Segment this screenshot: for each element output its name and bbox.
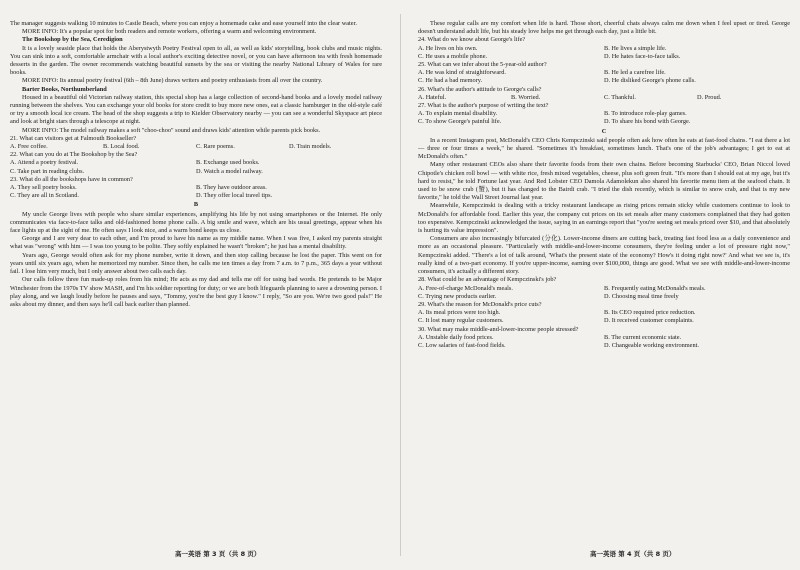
question-23-options — [10, 184, 382, 200]
more-info: MORE INFO: The model railway makes a soft "choo-choo" sound and draws kids' attention while parents pick books. — [22, 126, 321, 134]
option: D. They offer local travel tips. — [196, 192, 273, 200]
option: C. They are all in Scotland. — [10, 192, 79, 200]
paragraph: Meanwhile, Kempczinski is dealing with a tricky restaurant landscape as rising prices remain sticky while customers continue to look to McDonald's for affordable food. Earlier this year, the company cut prices on its set meals after many customers complained that they had gotten too expensive. Kempczinski acknowledged the issue, saying in an earnings report that "you're seeing set meals priced over $10, and that absolutely is hurting its value impression". — [418, 202, 790, 235]
right-column — [418, 20, 790, 350]
more-info: MORE INFO: It's a popular spot for both readers and remote workers, offering a warm and welcoming environment. — [22, 28, 317, 36]
option: B. Its CEO required price reduction. — [604, 309, 696, 317]
option: A. He lives on his own. — [418, 44, 478, 52]
question-25-options — [418, 69, 790, 85]
question-21: 21. What can visitors get at Falmouth Bookseller? — [10, 134, 137, 142]
bookshop-heading: Barter Books, Northumberland — [22, 85, 107, 93]
option: A. Unstable daily food prices. — [418, 333, 494, 341]
option: B. Worried. — [511, 93, 541, 101]
option: D. Proud. — [697, 93, 722, 101]
option: C. It lost many regular customers. — [418, 317, 504, 325]
paragraph: Consumers are also increasingly bifurcated (分化). Lower-income diners are cutting back, treating fast food less as a daily convenience and more as an occasional pleasure. "Particularly with middle-and-lower-income consumers, they're feeling under a lot of pressure right now," Kempczinski added. "There's a lot of talk around, 'What's the present state of the economy? How's it doing right now?' And what we see is, it's really kind of a two-part economy. If you're upper-income, earning over $100,000, things are good. What we see with middle-and-lower-income consumers, it's actually a different story. — [418, 235, 790, 276]
question-29-options — [418, 309, 790, 325]
question-25: 25. What can we infer about the 5-year-old author? — [418, 61, 547, 69]
option: C. Take part in reading clubs. — [10, 167, 85, 175]
page-divider — [400, 14, 401, 556]
question-24: 24. What do we know about George's life? — [418, 36, 526, 44]
paragraph: In a recent Instagram post, McDonald's CEO Chris Kempczinski said people often ask how often he eats at fast-food chains. "I eat there a lot — three or four times a week," he shared. "Sometimes it's breakfast, sometimes lunch. That's one of the job's advantages; I get to eat at McDonald's often." — [418, 136, 790, 161]
more-info: MORE INFO: Its annual poetry festival (6th – 8th June) draws writers and poetry enthusiasts from all over the country. — [22, 77, 323, 85]
paragraph: Many other restaurant CEOs also share their favorite foods from their own chains. Before becoming Starbucks' CEO, Brian Niccol loved Chipotle's chicken roll bowl — with white rice, fresh mixed vegetables, cheese, plus soft green fruit. "It's more than I should eat at my age, but it's hard to resist," he told Fortune last year. And Red Lobster CEO Damola Adamolekun also shared his favorite menu item at the seafood chain. It used to be snow crab (蟹), but it has changed to the Bairdi crab. "I tried the dish recently, which is similar to snow crab, and that is my new favorite," he told the Wall Street Journal last year. — [418, 161, 790, 202]
question-26-options — [418, 94, 790, 102]
option: A. Free-of-charge McDonald's meals. — [418, 284, 513, 292]
option: B. He led a carefree life. — [604, 69, 666, 77]
section-label: B — [193, 201, 199, 209]
question-30: 30. What may make middle-and-lower-income people stressed? — [418, 325, 579, 333]
question-26: 26. What's the author's attitude to George's calls? — [418, 85, 542, 93]
paragraph: Housed in a beautiful old Victorian railway station, this special shop has a large collection of second-hand books and a lovely model railway running between the shelves. You can exchange your old books for store credit to buy more new ones, eat a classic hamburger in the old-style café or try a smooth local ice cream. The head of the shop suggests a trip to Kielder Observatory nearby — you can see a wonderful Skyspace art piece and look at bright stars through a telescope at night. — [10, 93, 382, 126]
option: B. Frequently eating McDonald's meals. — [604, 284, 706, 292]
option: C. To show George's painful life. — [418, 118, 502, 126]
option: D. Train models. — [289, 143, 332, 151]
option: D. Choosing meal time freely — [604, 292, 679, 300]
option: A. Its meal prices were too high. — [418, 309, 501, 317]
question-28: 28. What could be an advantage of Kempczinski's job? — [418, 276, 557, 284]
question-22-options — [10, 159, 382, 175]
question-24-options — [418, 45, 790, 61]
page-footer: 高一英语 第 3 页（共 8 页） — [175, 550, 261, 558]
question-28-options — [418, 285, 790, 301]
option: A. To explain mental disability. — [418, 110, 498, 118]
option: A. They sell poetry books. — [10, 184, 77, 192]
question-27-options — [418, 110, 790, 126]
option: B. Exchange used books. — [196, 159, 260, 167]
option: C. Thankful. — [604, 93, 636, 101]
page-footer: 高一英语 第 4 页（共 8 页） — [590, 550, 676, 558]
option: A. Free coffee. — [10, 143, 48, 151]
option: D. He hates face-to-face talks. — [604, 52, 681, 60]
option: D. To share his bond with George. — [604, 118, 691, 126]
option: D. He disliked George's phone calls. — [604, 77, 696, 85]
question-22: 22. What can you do at The Bookshop by the Sea? — [10, 151, 138, 159]
question-27: 27. What is the author's purpose of writing the text? — [418, 102, 549, 110]
section-label: C — [601, 127, 607, 135]
option: A. He was kind of straightforward. — [418, 69, 506, 77]
paragraph: My uncle George lives with people who share similar experiences, amplifying his life by not using smartphones or the Internet. He only communicates via face-to-face talks and old-fashioned home phone calls. A big smile and wave, which are his usual greetings, appear when his face lights up at the sight of me. He often says I look nice, and a warm bond keeps us close. — [10, 210, 382, 235]
option: C. He had a bad memory. — [418, 77, 483, 85]
left-column — [10, 20, 382, 309]
option: C. Rare poems. — [196, 143, 235, 151]
option: B. The current economic state. — [604, 333, 682, 341]
question-23: 23. What do all the bookshops have in common? — [10, 175, 133, 183]
option: B. He lives a simple life. — [604, 44, 667, 52]
option: C. He uses a mobile phone. — [418, 52, 488, 60]
question-21-options — [10, 143, 382, 151]
paragraph: George and I are very dear to each other, and I'm proud to have his name as my middle name. When I was five, I asked my parents straight what was "wrong" with him — I was too young to be polite. They softly explained he wasn't "broken"; he just has a mental disability. — [10, 235, 382, 251]
option: B. They have outdoor areas. — [196, 184, 267, 192]
option: B. Local food. — [103, 143, 140, 151]
option: D. Changeable working environment. — [604, 341, 699, 349]
option: A. Hateful. — [418, 93, 447, 101]
option: B. To introduce role-play games. — [604, 110, 687, 118]
paragraph: Years ago, George would often ask for my phone number, write it down, and then stop calling because he lost the paper. This went on for years until six years ago, when he memorized my number. Since then, he calls me ten times a day from 7 a.m. to 7 p.m., 365 days a year without fail. I lose him very much, but I only answer about two calls each day. — [10, 251, 382, 276]
option: D. Watch a model railway. — [196, 167, 263, 175]
paragraph: It is a lovely seaside place that holds the Aberystwyth Poetry Festival open to all, as well as kids' storytelling, book clubs and music nights. You can sink into a soft, comfortable armchair with a local author's exciting detective novel, or you can have afternoon tea with fresh homemade desserts in the garden. The owner recommends watching beautiful sunsets by the sea or visiting the nearby National Library of Wales for rare books. — [10, 44, 382, 77]
option: D. It received customer complaints. — [604, 317, 694, 325]
question-30-options — [418, 334, 790, 350]
bookshop-heading: The Bookshop by the Sea, Ceredigion — [22, 36, 123, 44]
option: A. Attend a poetry festival. — [10, 159, 79, 167]
question-29: 29. What's the reason for McDonald's price cuts? — [418, 300, 542, 308]
option: C. Low salaries of fast-food fields. — [418, 341, 506, 349]
paragraph: Our calls follow three fun made-up roles from his mind; He acts as my dad and tells me off for using bad words. He pretends to be Major Winchester from the 1970s TV show MASH, and I'm his soldier reporting for duty; or we are both lifeguards planning to save a drowning person. I play along, and we laugh loudly before he pauses and says, "Tommy, you're the best guy I know." I reply, "So are you. We're two good pals!" He asks about my dinner, and then says he'll call back earlier than planned. — [10, 276, 382, 308]
option: C. Trying new products earlier. — [418, 292, 497, 300]
paragraph: These regular calls are my comfort when life is hard. Those short, cheerful chats always calm me down when I feel upset or tired. George doesn't understand adult life, but his steady love helps me get through each day, just a little bit. — [418, 20, 790, 36]
paragraph: The manager suggests walking 10 minutes to Castle Beach, where you can enjoy a homemade cake and ease yourself into the clear water. — [10, 20, 357, 27]
